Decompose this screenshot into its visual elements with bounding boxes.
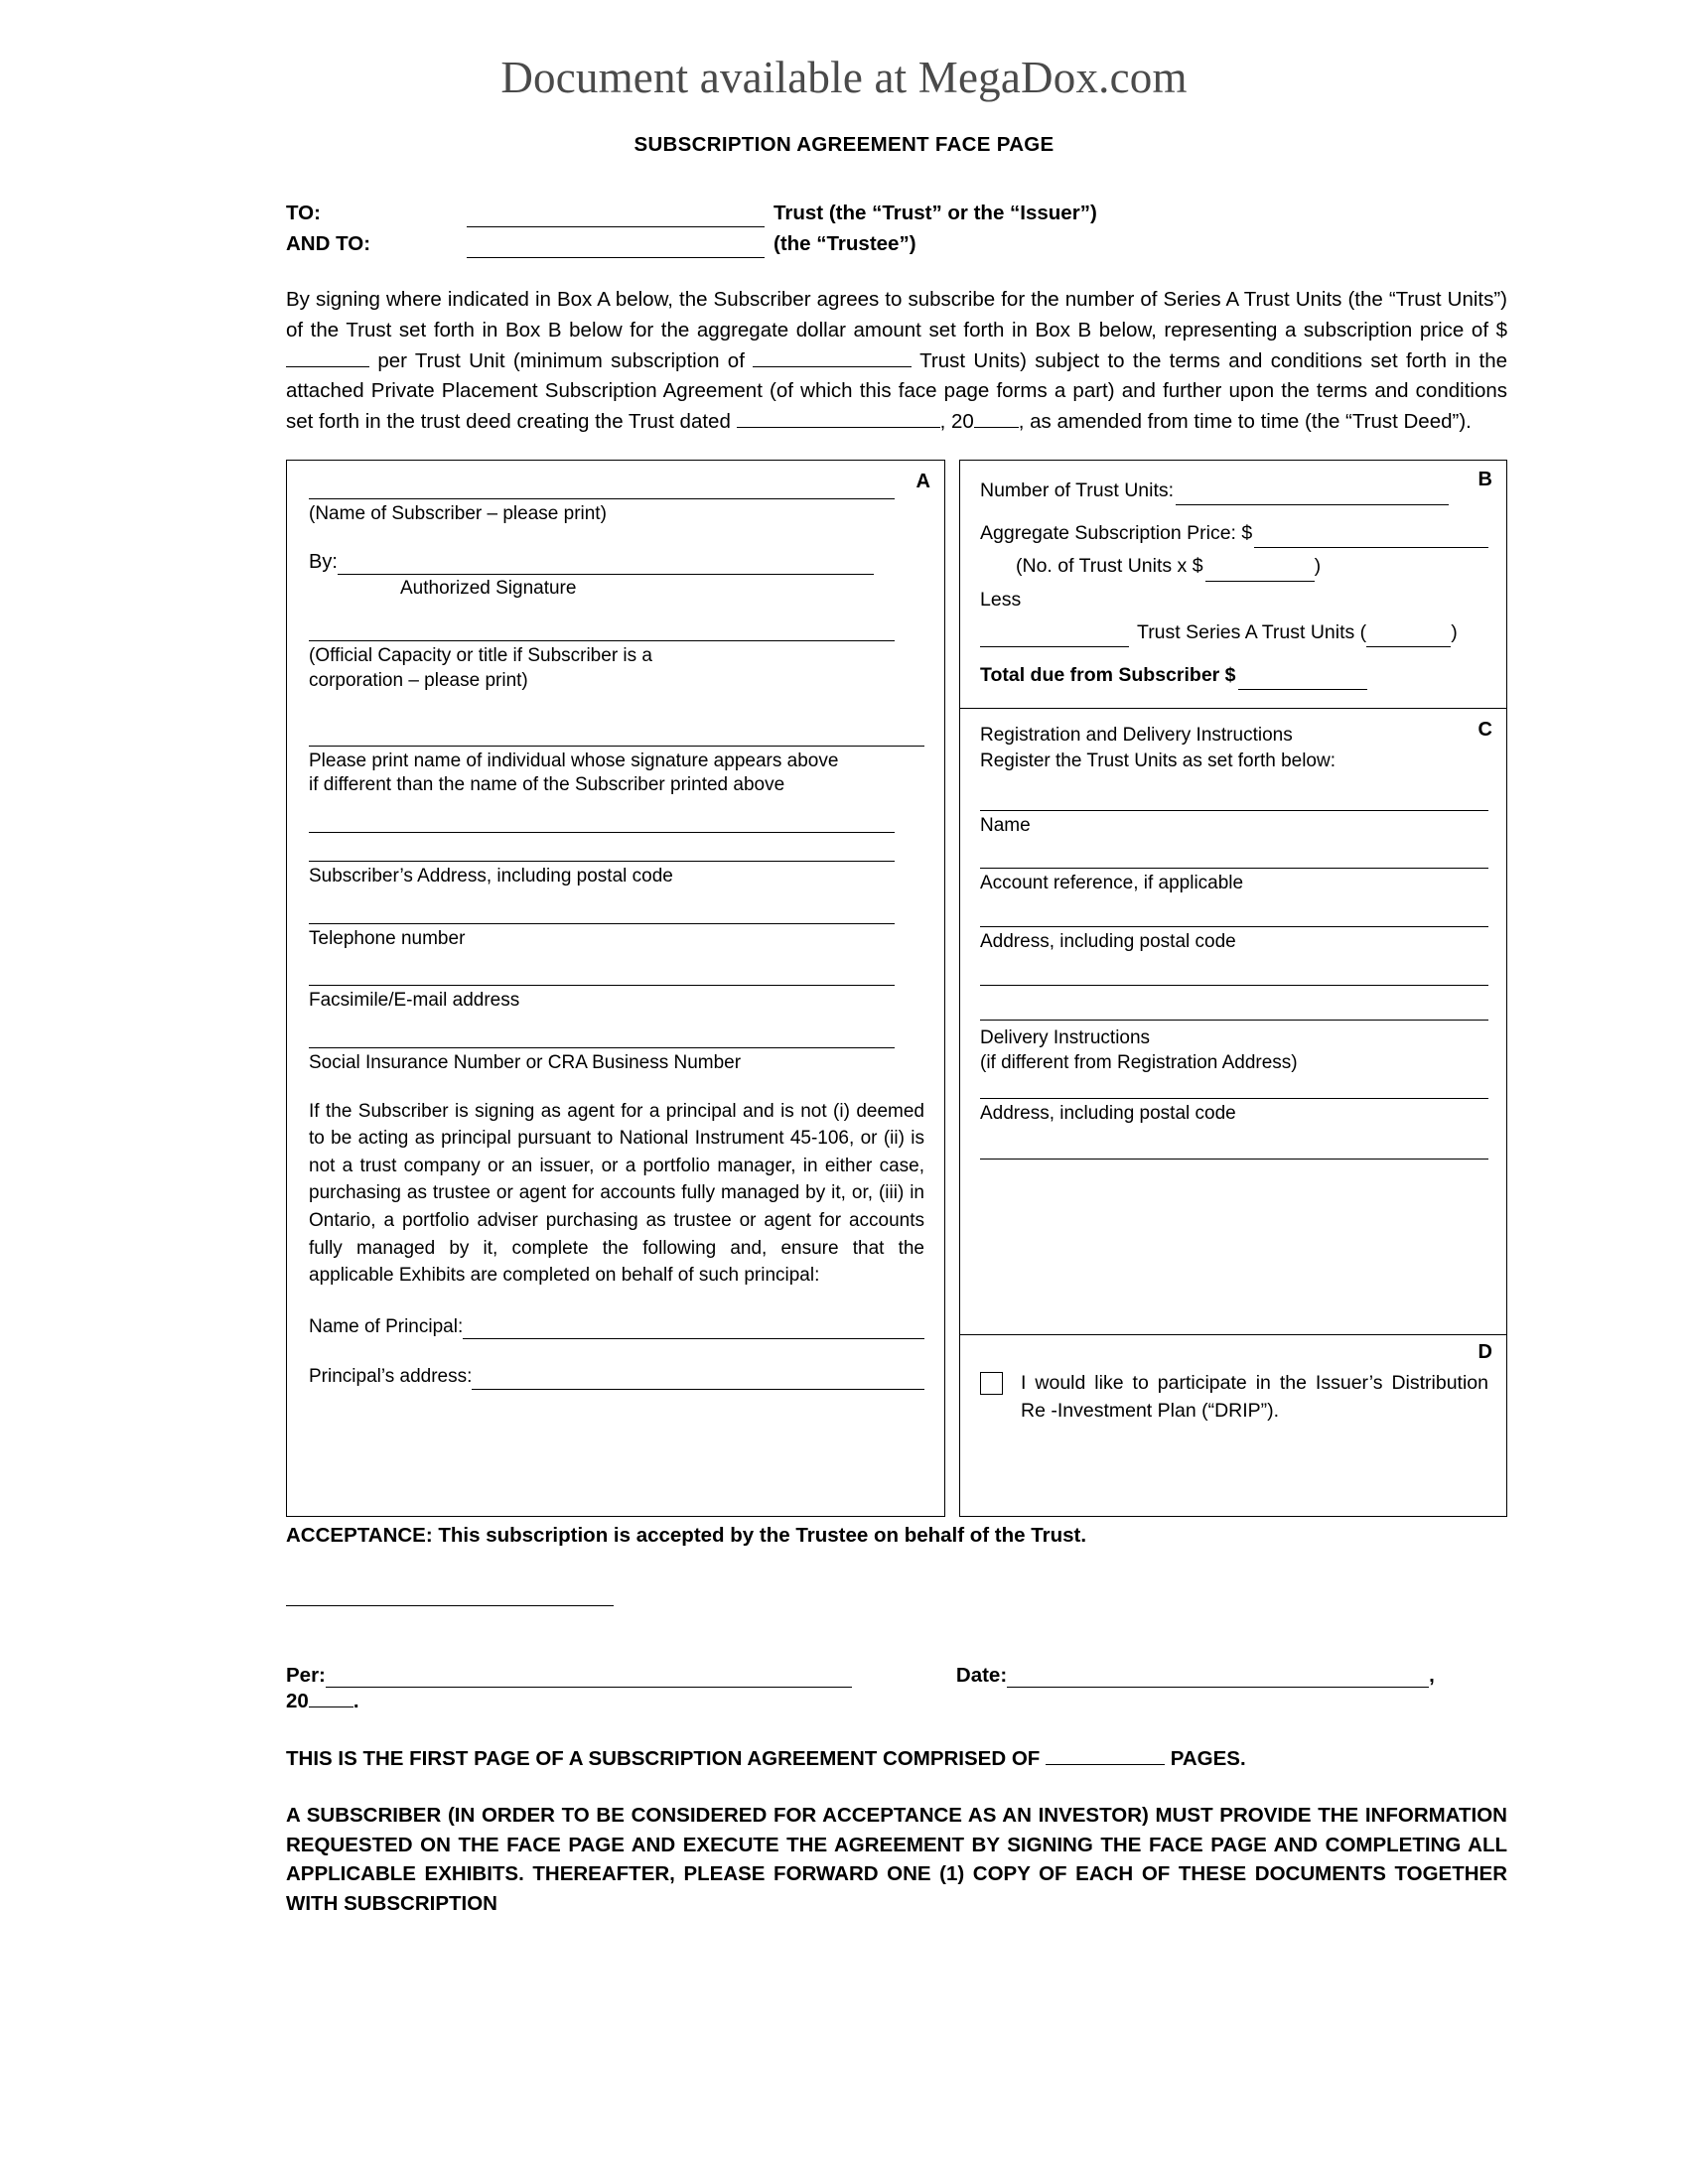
units-row [980,477,1488,505]
registration-name-label: Name [980,814,1031,836]
trustee-name-blank[interactable] [467,237,765,258]
registration-address-label: Address, including postal code [980,931,1236,953]
box-c-letter: C [1477,719,1492,742]
to-after-text: Trust (the “Trust” or the “Issuer”) [774,202,1097,224]
signatory-print-name-input[interactable] [309,746,924,747]
units-label: Number of Trust Units: [980,478,1175,501]
series-units-input[interactable] [1366,630,1451,647]
account-reference-label: Account reference, if applicable [980,873,1244,894]
delivery-label-2: (if different from Registration Address) [980,1052,1298,1074]
account-reference-input[interactable] [980,868,1488,869]
box-a-letter: A [915,470,930,492]
page-count-row [286,1747,1507,1771]
authorized-signature-label: Authorized Signature [400,577,577,599]
signatory-print-name-label-2: if different than the name of the Subscriber printed above [309,774,785,796]
subscriber-address-input-1[interactable] [309,832,895,833]
year-input[interactable] [309,1692,353,1707]
to-row [286,199,1507,227]
subscription-price-blank[interactable] [286,351,369,367]
trust-deed-year-blank[interactable] [974,412,1019,428]
total-label: Total due from Subscriber $ [980,664,1236,687]
investor-instructions: A SUBSCRIBER (IN ORDER TO BE CONSIDERED FOR ACCEPTANCE AS AN INVESTOR) MUST PROVIDE THE INFORMATION REQUESTED ON THE FACE PAGE AND EXECUTE THE AGREEMENT BY SIGNING THE FACE PAGE AND COMPLETING ALL APPLICABLE EXHIBITS. THEREAFTER, PLEASE FORWARD ONE (1) COPY OF EACH OF THESE DOCUMENTS TOGETHER WITH SUBSCRIPTION [286,1803,1507,1916]
official-capacity-label-2: corporation – please print) [309,670,528,692]
delivery-address-label: Address, including postal code [980,1102,1236,1124]
intro-part-3: Trust Units) subject to the terms and conditions set forth in the attached Private Placement Subscription Agreement (of which this face page forms a part) and further upon the terms and conditions set forth in the trust deed creating the Trust dated [286,348,1508,434]
principal-name-row [309,1315,924,1340]
intro-paragraph [286,285,1507,438]
and-to-after-text: (the “Trustee”) [774,232,916,256]
minimum-units-blank[interactable] [753,351,912,367]
by-label: By: [309,550,338,573]
box-b [960,461,1506,710]
series-label: Trust Series A Trust Units ( [1137,620,1367,643]
delivery-address-input-1[interactable] [980,1098,1488,1099]
sin-input[interactable] [309,1047,895,1048]
registration-address-input-1[interactable] [980,926,1488,927]
delivery-address-input-2[interactable] [980,1159,1488,1160]
sin-label: Social Insurance Number or CRA Business Number [309,1052,742,1074]
intro-part-2: per Trust Unit (minimum subscription of [377,348,745,372]
calc-label-1: (No. of Trust Units x $ [1016,555,1203,578]
year-period: . [352,1689,359,1712]
fax-email-label: Facsimile/E-mail address [309,990,520,1012]
date-label: Date: [955,1663,1008,1687]
intro-part-5: , as amended from time to time (the “Trust Deed”). [1018,410,1472,434]
aggregate-label: Aggregate Subscription Price: $ [980,522,1253,545]
official-capacity-label-1: (Official Capacity or title if Subscriber is a [309,645,652,667]
page-count-input[interactable] [1046,1749,1165,1765]
trustee-signature-line[interactable] [286,1605,614,1606]
year-label: 20 [286,1689,309,1712]
telephone-input[interactable] [309,923,895,924]
per-input[interactable] [326,1670,852,1688]
units-input[interactable] [1176,488,1449,505]
and-to-row [286,229,1507,258]
principal-address-label: Principal’s address: [309,1366,473,1388]
series-row [980,618,1488,647]
registration-heading-2: Register the Trust Units as set forth below: [980,751,1336,772]
trust-deed-date-blank[interactable] [737,412,940,428]
authorized-signature-input[interactable] [338,560,874,575]
box-d [960,1335,1506,1516]
by-row [309,549,924,575]
trust-name-blank[interactable] [467,206,765,227]
drip-label: I would like to participate in the Issuer’s Distribution Re -Investment Plan (“DRIP”). [1021,1371,1488,1423]
box-d-letter: D [1477,1340,1492,1363]
addressing-block [286,199,1507,258]
delivery-label-1: Delivery Instructions [980,1026,1151,1048]
intro-part-4: , 20 [939,410,974,434]
box-b-letter: B [1477,468,1492,490]
principal-name-label: Name of Principal: [309,1315,464,1337]
series-amount-input[interactable] [980,630,1129,647]
signatory-print-name-label-1: Please print name of individual whose signature appears above [309,750,839,771]
year-row [286,1690,1507,1713]
page-title: SUBSCRIPTION AGREEMENT FACE PAGE [633,133,1055,156]
principal-name-input[interactable] [463,1324,924,1339]
series-label-end: ) [1451,620,1458,643]
agent-note: If the Subscriber is signing as agent for a principal and is not (i) deemed to be acting as principal pursuant to National Instrument 45-106, or (ii) is not a trust company or an issuer, or a portfolio manager, in either case, purchasing as trustee or agent for accounts fully managed by it, or, (iii) in Ontario, a portfolio adviser purchasing as trustee or agent for accounts fully managed by it, complete the following and, ensure that the applicable Exhibits are completed on behalf of such principal: [309,1100,924,1287]
principal-address-input[interactable] [472,1375,924,1390]
date-comma: , [1429,1663,1435,1687]
box-a [286,460,945,1517]
intro-part-1: By signing where indicated in Box A below, the Subscriber agrees to subscribe for the number of Series A Trust Units (the “Trust Units”) of the Trust set forth in Box B below for the aggregate dollar amount set forth in Box B below, representing a subscription price of $ [286,288,1507,341]
calc-label-2: ) [1314,555,1322,578]
form-boxes [286,460,1507,1517]
unit-price-input[interactable] [1205,565,1315,582]
subscriber-name-input[interactable] [309,498,895,499]
telephone-label: Telephone number [309,927,466,949]
subscriber-address-input-2[interactable] [309,861,895,862]
page-count-label-2: PAGES. [1170,1746,1246,1770]
page-count-label-1: THIS IS THE FIRST PAGE OF A SUBSCRIPTION AGREEMENT COMPRISED OF [286,1746,1041,1770]
to-label: TO: [286,202,321,224]
subscriber-name-label: (Name of Subscriber – please print) [309,502,607,524]
per-date-row [286,1664,1507,1688]
document-body [286,199,1507,1919]
less-label: Less [980,588,1022,611]
watermark-text: Document available at MegaDox.com [500,53,1188,102]
less-row [980,586,1488,614]
calc-row [980,552,1488,581]
fax-email-input[interactable] [309,985,895,986]
subscriber-address-label: Subscriber’s Address, including postal code [309,866,673,887]
acceptance-text: ACCEPTANCE: This subscription is accepted by the Trustee on behalf of the Trust. [286,1523,1087,1547]
box-c [960,709,1506,1335]
aggregate-input[interactable] [1254,531,1488,548]
per-label: Per: [286,1663,326,1687]
registration-heading-1: Registration and Delivery Instructions [980,725,1293,747]
registration-address-input-2[interactable] [980,985,1488,986]
total-row [980,661,1488,690]
drip-option-row[interactable] [980,1369,1488,1426]
registration-address-input-3[interactable] [980,1020,1488,1021]
principal-address-row [309,1365,924,1390]
total-input[interactable] [1238,673,1367,690]
drip-checkbox[interactable] [980,1372,1003,1395]
and-to-label: AND TO: [286,232,371,256]
aggregate-row [980,519,1488,548]
registration-name-input[interactable] [980,810,1488,811]
official-capacity-input[interactable] [309,640,895,641]
date-input[interactable] [1007,1670,1429,1688]
box-right-column [959,460,1507,1517]
